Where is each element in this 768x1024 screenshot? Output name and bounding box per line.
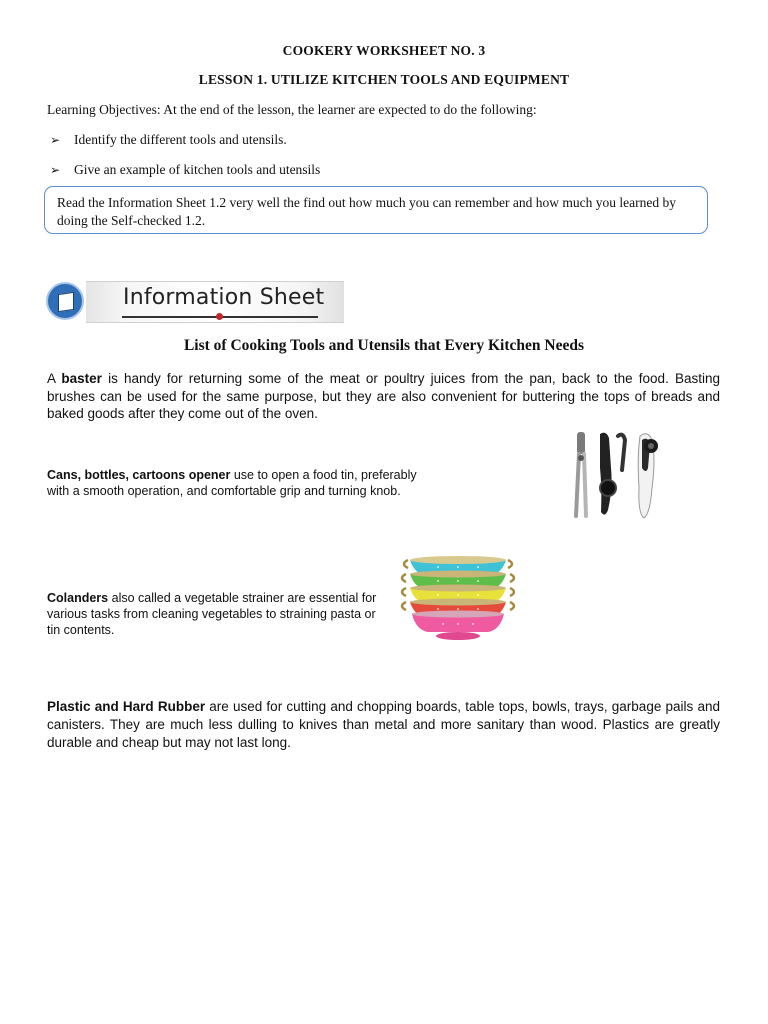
black-opener-icon [600, 433, 625, 515]
plastic-term: Plastic and Hard Rubber [47, 699, 206, 714]
colanders-paragraph [47, 590, 377, 638]
baster-prefix: A [47, 371, 62, 386]
instruction-box [44, 186, 708, 234]
metal-opener-icon [576, 432, 586, 516]
banner-dot [216, 313, 223, 320]
information-sheet-banner [46, 280, 344, 322]
objective-item [50, 132, 287, 148]
worksheet-title: COOKERY WORKSHEET NO. 3 [282, 43, 486, 58]
objective-text: Identify the different tools and utensils. [74, 132, 287, 147]
lesson-title: LESSON 1. UTILIZE KITCHEN TOOLS AND EQUIPMENT [198, 72, 570, 87]
baster-paragraph [47, 370, 720, 423]
baster-text: is handy for returning some of the meat or poultry juices from the pan, back to the food. Basting brushes can be used for the same purpose, but they are also convenient for buttering the tops of breads and baked goods after they come out of the oven. [47, 371, 720, 421]
arrow-bullet-icon: ➢ [50, 133, 61, 147]
cans-text: use to open a food tin, preferably with a smooth operation, and comfortable grip and turning knob. [47, 468, 417, 498]
plastic-paragraph [47, 698, 720, 752]
objective-text: Give an example of kitchen tools and utensils [74, 162, 321, 177]
objectives-intro: Learning Objectives: At the end of the lesson, the learner are expected to do the following: [47, 102, 537, 117]
book-icon [46, 282, 84, 320]
cans-term: Cans, bottles, cartoons opener [47, 468, 231, 482]
banner-label: Information Sheet [123, 285, 325, 310]
cans-paragraph [47, 467, 437, 499]
arrow-bullet-icon: ➢ [50, 163, 61, 177]
plastic-text: are used for cutting and chopping boards, table tops, bowls, trays, garbage pails and canisters. They are much less dulling to knives than metal and more sanitary than wood. Plastics are greatly durable and cheap but may not last long. [47, 699, 720, 750]
objective-item [50, 162, 320, 178]
white-opener-icon [638, 434, 658, 518]
colanders-text: also called a vegetable strainer are essential for various tasks from cleaning vegetables to straining pasta or tin contents. [47, 591, 377, 637]
baster-term: baster [61, 371, 102, 386]
list-title: List of Cooking Tools and Utensils that Every Kitchen Needs [183, 337, 585, 354]
instruction-text: Read the Information Sheet 1.2 very well the find out how much you can remember and how much you learned by doing the Self-checked 1.2. [57, 195, 676, 228]
colanders-term: Colanders [47, 591, 109, 605]
can-openers-photo [568, 428, 668, 522]
stacked-colanders-photo [398, 552, 518, 642]
